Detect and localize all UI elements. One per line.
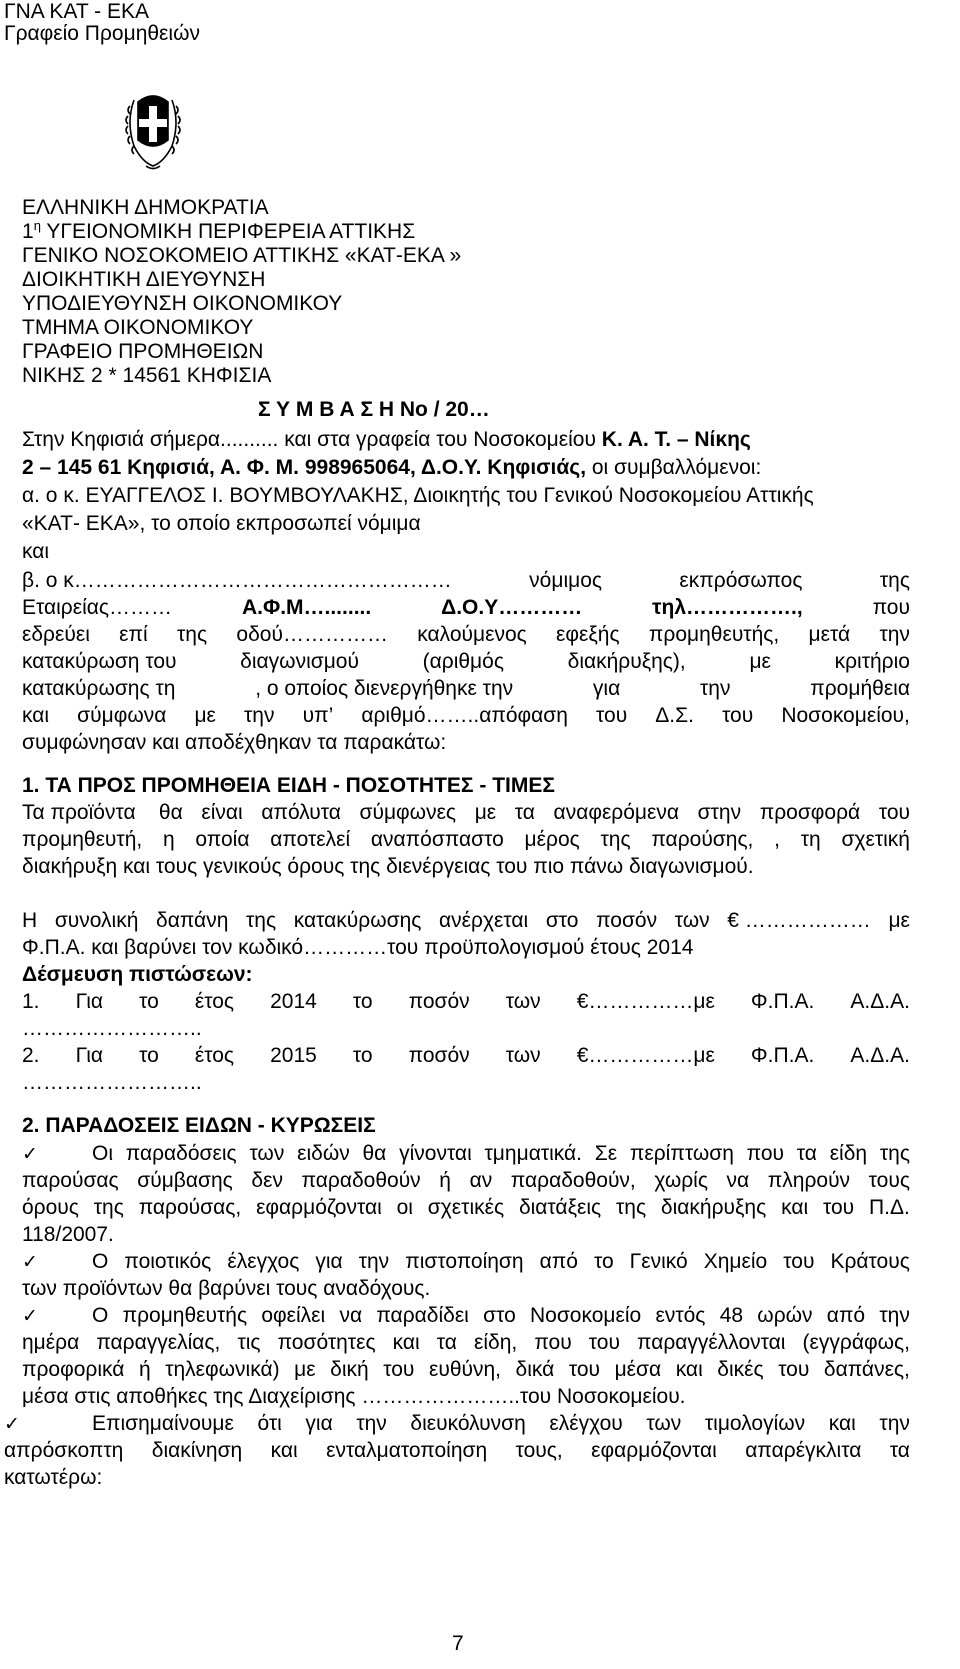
paragraph-line: Ο προμηθευτής οφείλει να παραδίδει στο Νοσοκομείο εντός 48 ωρών από την	[92, 1304, 910, 1327]
intro-line: και	[22, 540, 50, 563]
authority-line: ΓΕΝΙΚΟ ΝΟΣΟΚΟΜΕΙΟ ΑΤΤΙΚΗΣ «ΚΑΤ-ΕΚΑ »	[22, 244, 462, 267]
authority-line: ΕΛΛΗΝΙΚΗ ΔΗΜΟΚΡΑΤΙΑ	[22, 196, 269, 219]
intro-line: Εταιρείας……… Α.Φ.Μ…........ Δ.Ο.Υ………… τηλ……………., που	[22, 596, 910, 619]
authority-line: ΓΡΑΦΕΙΟ ΠΡΟΜΗΘΕΙΩΝ	[22, 340, 264, 363]
paragraph-line: μέσα στις αποθήκες της Διαχείρισης …………………..του Νοσοκομείου.	[22, 1385, 686, 1408]
intro-line: εδρεύει επί της οδού…………… καλούμενος εφεξής προμηθευτής, μετά την	[22, 623, 910, 646]
intro-line: α. ο κ. ΕΥΑΓΓΕΛΟΣ Ι. ΒΟΥΜΒΟΥΛΑΚΗΣ, Διοικητής του Γενικού Νοσοκομείου Αττικής	[22, 484, 814, 507]
authority-line: ΝΙΚΗΣ 2 * 14561 ΚΗΦΙΣΙΑ	[22, 364, 272, 387]
checkmark-icon: ✓	[4, 1413, 20, 1435]
intro-line: 2 – 145 61 Κηφισιά, Α. Φ. Μ. 998965064, Δ.Ο.Υ. Κηφισιάς, οι συμβαλλόμενοι:	[22, 456, 762, 479]
header-org: ΓΝΑ ΚΑΤ - ΕΚΑ	[4, 0, 150, 23]
page-number: 7	[452, 1632, 464, 1655]
cost-line: Φ.Π.Α. και βαρύνει τον κωδικό…………του προϋπολογισμού έτους 2014	[22, 936, 694, 959]
paragraph-line: προμηθευτή, η οποία αποτελεί αναπόσπαστο μέρος της παρούσης, , τη σχετική	[22, 828, 910, 851]
section-2-title: 2. ΠΑΡΑΔΟΣΕΙΣ ΕΙΔΩΝ - ΚΥΡΩΣΕΙΣ	[22, 1114, 376, 1137]
checkmark-icon: ✓	[22, 1251, 38, 1273]
section-1-title: 1. ΤΑ ΠΡΟΣ ΠΡΟΜΗΘΕΙΑ ΕΙΔΗ - ΠΟΣΟΤΗΤΕΣ - ΤΙΜΕΣ	[22, 774, 555, 797]
contract-title: Σ Υ Μ Β Α Σ Η Νο / 20…	[258, 398, 490, 421]
paragraph-line: παρούσας σύμβασης δεν παραδοθούν ή αν παραδοθούν, χωρίς να πληρούν τους	[22, 1169, 910, 1192]
authority-line: ΥΠΟΔΙΕΥΘΥΝΣΗ ΟΙΚΟΝΟΜΙΚΟΥ	[22, 292, 343, 315]
commitment-year-line: 1. Για το έτος 2014 το ποσόν των €……………με Φ.Π.Α. Α.Δ.Α.	[22, 990, 910, 1013]
commitment-year-line: 2. Για το έτος 2015 το ποσόν των €……………με Φ.Π.Α. Α.Δ.Α.	[22, 1044, 910, 1067]
intro-line: κατακύρωση του διαγωνισμού (αριθμός διακήρυξης), με κριτήριο	[22, 650, 910, 673]
commitment-year-line: ……………………..	[22, 1017, 202, 1040]
paragraph-line: 118/2007.	[22, 1223, 114, 1246]
header-dept: Γραφείο Προμηθειών	[4, 22, 200, 45]
paragraph-line: Ο ποιοτικός έλεγχος για την πιστοποίηση από το Γενικό Χημείο του Κράτους	[92, 1250, 910, 1273]
paragraph-line: απρόσκοπτη διακίνηση και ενταλματοποίηση τους, εφαρμόζονται απαρέγκλιτα τα	[4, 1439, 910, 1462]
paragraph-line: Τα προϊόντα θα είναι απόλυτα σύμφωνες με τα αναφερόμενα στην προσφορά του	[22, 801, 910, 824]
commitment-title: Δέσμευση πιστώσεων:	[22, 963, 253, 986]
intro-line: συμφώνησαν και αποδέχθηκαν τα παρακάτω:	[22, 731, 447, 754]
authority-line: $1^\eta$ ΥΓΕΙΟΝΟΜΙΚΗ ΠΕΡΙΦΕΡΕΙΑ ΑΤΤΙΚΗΣ	[22, 218, 416, 243]
paragraph-line: Επισημαίνουμε ότι για την διευκόλυνση ελέγχου των τιμολογίων και την	[92, 1412, 910, 1435]
paragraph-line: Οι παραδόσεις των ειδών θα γίνονται τμηματικά. Σε περίπτωση που τα είδη της	[92, 1142, 910, 1165]
commitment-year-line: ……………………..	[22, 1071, 202, 1094]
paragraph-line: ημέρα παραγγελίας, τις ποσότητες και τα είδη, που του παραγγέλλονται (εγγράφως,	[22, 1331, 910, 1354]
paragraph-line: προφορικά ή τηλεφωνικά) με δική του ευθύνη, δικά του μέσα και δικές του δαπάνες,	[22, 1358, 910, 1381]
paragraph-line: όρους της παρούσας, εφαρμόζονται οι σχετικές διατάξεις της διακήρυξης και του Π.Δ.	[22, 1196, 910, 1219]
intro-line: Στην Κηφισιά σήμερα.......... και στα γραφεία του Νοσοκομείου Κ. Α. Τ. – Νίκης	[22, 428, 751, 451]
cost-line: Η συνολική δαπάνη της κατακύρωσης ανέρχεται στο ποσόν των € ……………… με	[22, 909, 910, 932]
intro-line: «ΚΑΤ- ΕΚΑ», το οποίο εκπροσωπεί νόμιμα	[22, 512, 421, 535]
paragraph-line: των προϊόντων θα βαρύνει τους αναδόχους.	[22, 1277, 431, 1300]
paragraph-line: διακήρυξη και τους γενικούς όρους της διενέργειας του πιο πάνω διαγωνισμού.	[22, 855, 754, 878]
intro-line: κατακύρωσης τη , ο οποίος διενεργήθηκε την για την προμήθεια	[22, 677, 910, 700]
checkmark-icon: ✓	[22, 1143, 38, 1165]
intro-line: β. ο κ……………………………………………… νόμιμος εκπρόσωπος της	[22, 569, 910, 592]
authority-line: ΤΜΗΜΑ ΟΙΚΟΝΟΜΙΚΟΥ	[22, 316, 254, 339]
intro-line: και σύμφωνα με την υπ’ αριθμό……..απόφαση του Δ.Σ. του Νοσοκομείου,	[22, 704, 910, 727]
paragraph-line: κατωτέρω:	[4, 1466, 103, 1489]
greek-coat-of-arms-icon	[120, 82, 186, 172]
authority-line: ΔΙΟΙΚΗΤΙΚΗ ΔΙΕΥΘΥΝΣΗ	[22, 268, 266, 291]
checkmark-icon: ✓	[22, 1305, 38, 1327]
